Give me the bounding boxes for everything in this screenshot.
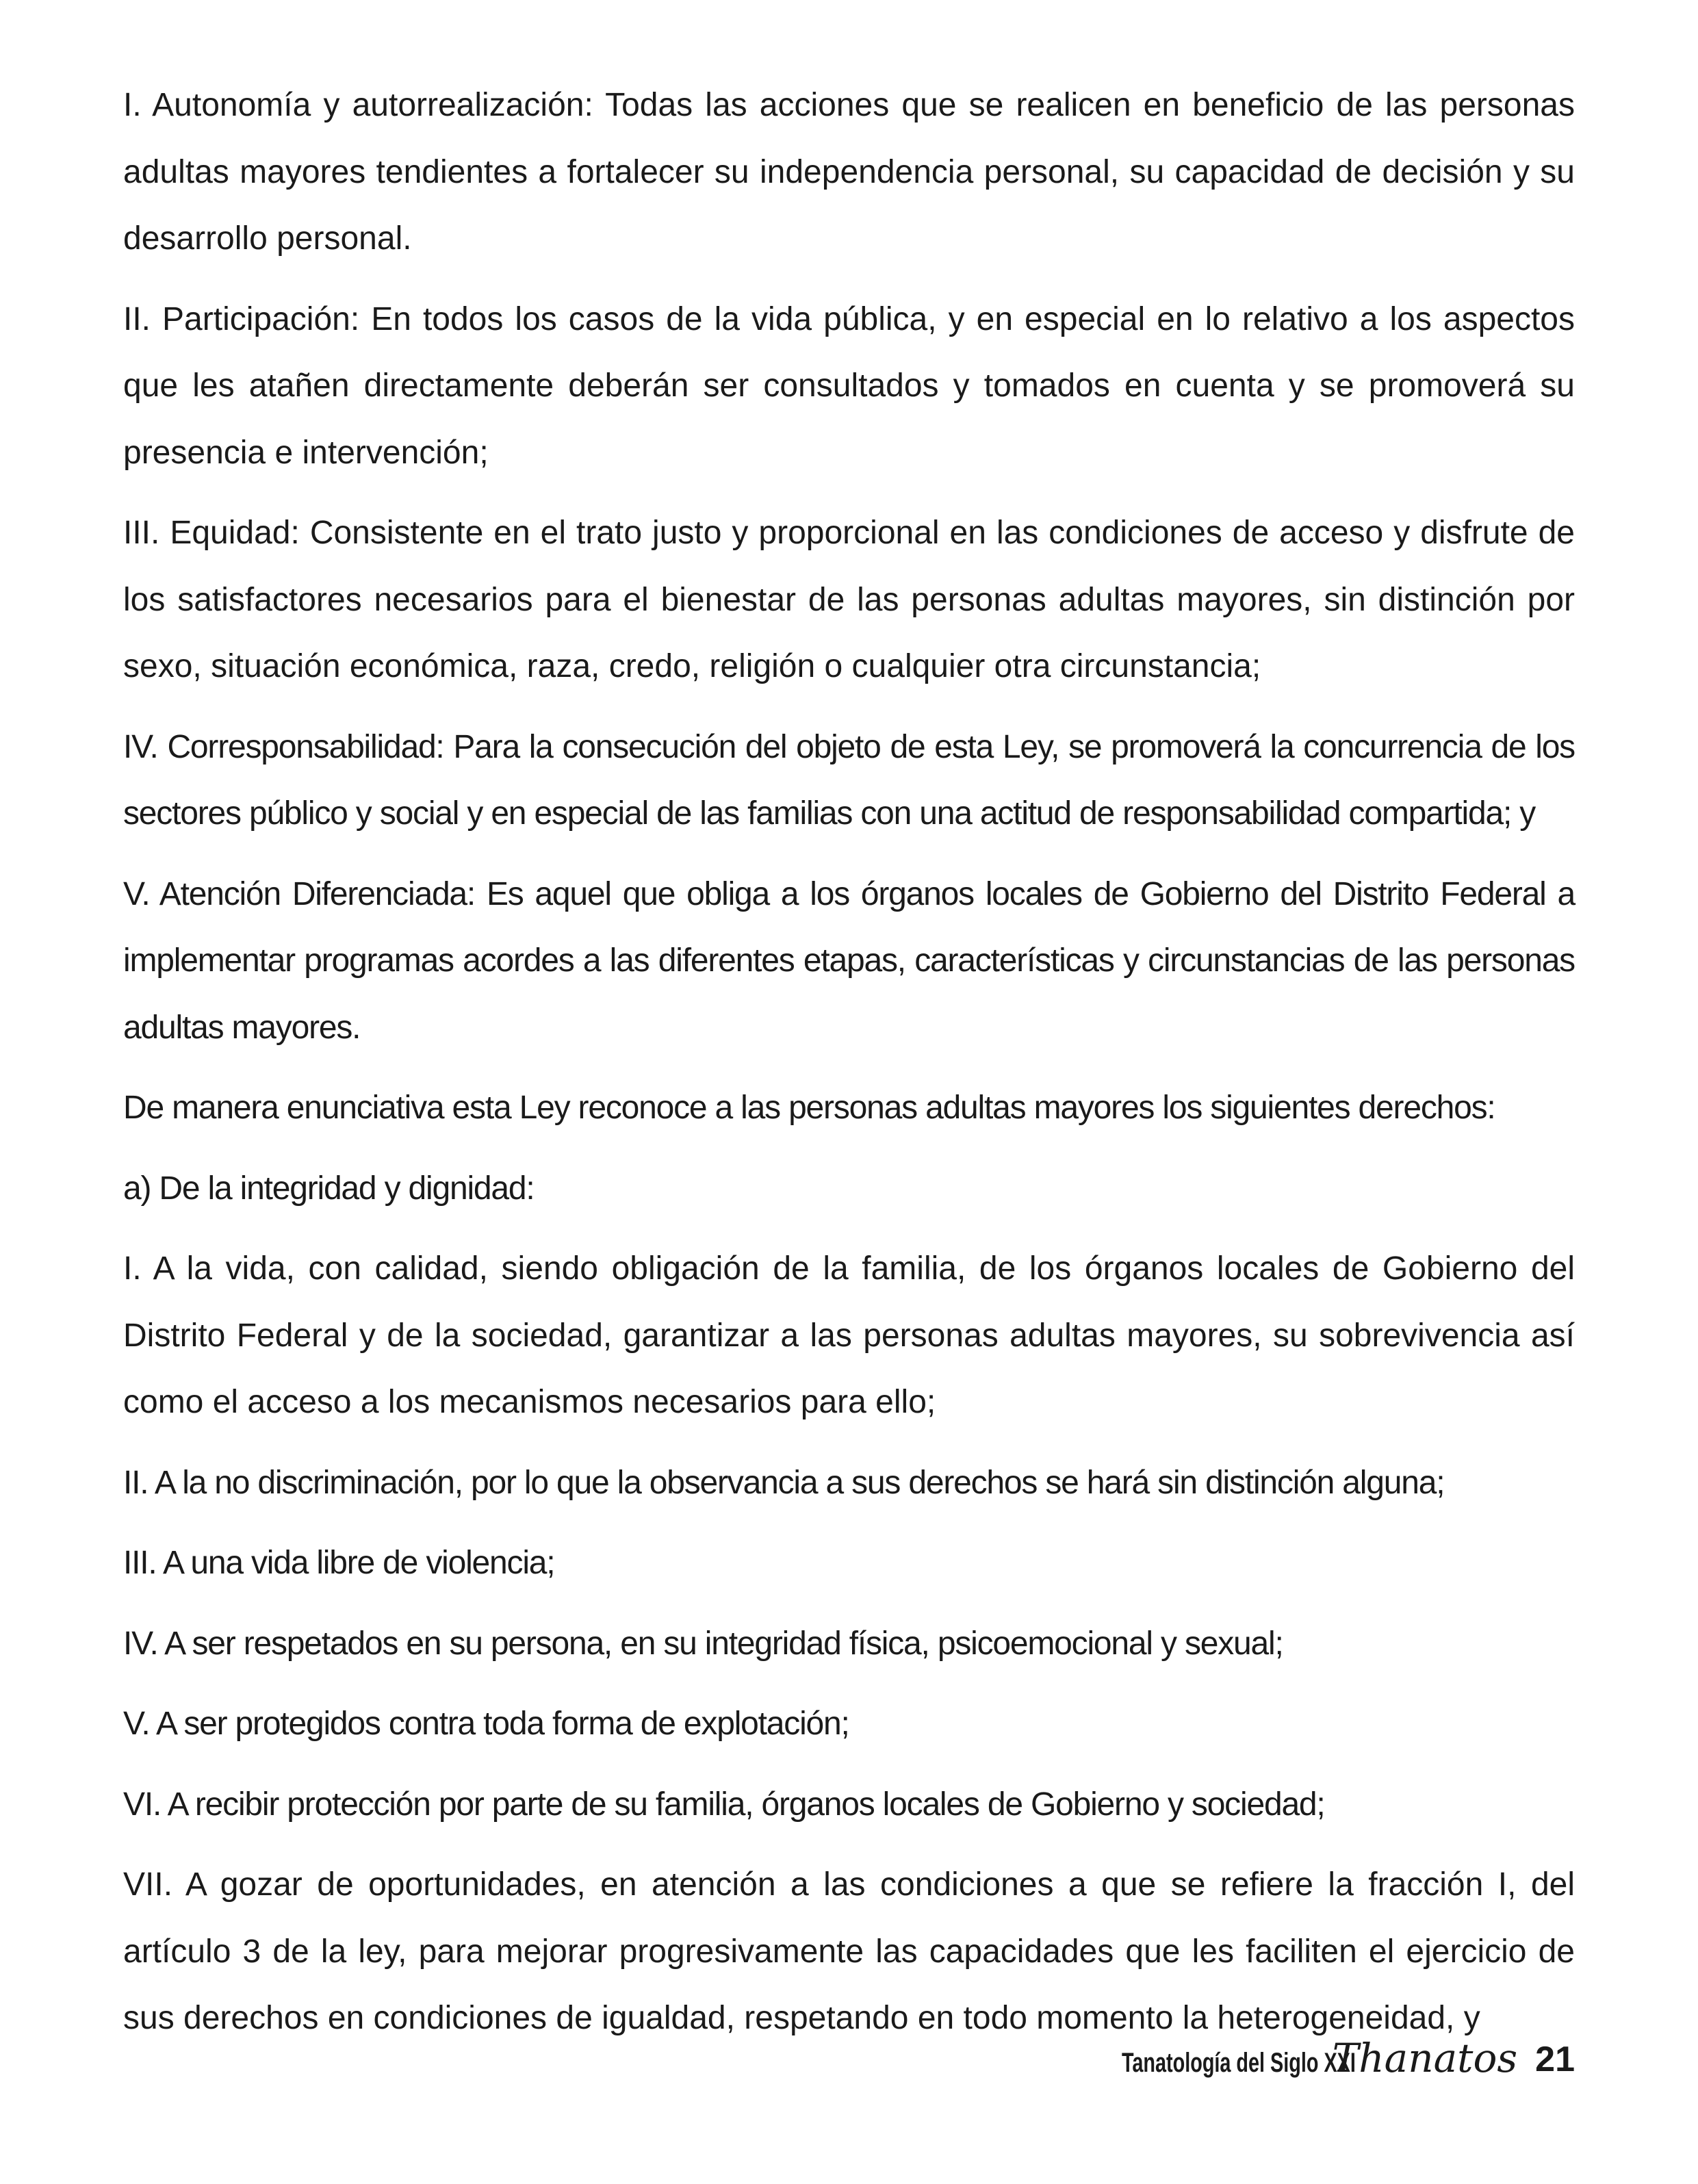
page-footer [1031, 2029, 1575, 2084]
page-number: 21 [1535, 2040, 1575, 2079]
paragraph-corresponsabilidad: IV. Corresponsabilidad: Para la consecución del objeto de esta Ley, se promoverá la concurrencia de los sectores público y social y en especial de las familias con una actitud de responsabilidad compartida; y [123, 728, 1575, 832]
paragraph-autonomia: I. Autonomía y autorrealización: Todas las acciones que se realicen en beneficio de las personas adultas mayores tendientes a fortalecer su independencia personal, su capacidad de decisión y su desarrollo personal. [123, 87, 1575, 257]
paragraph-integridad-heading: a) De la integridad y dignidad: [123, 1170, 535, 1207]
paragraph-libre-violencia: III. A una vida libre de violencia; [123, 1545, 555, 1581]
paragraph-oportunidades: VII. A gozar de oportunidades, en atención a las condiciones a que se refiere la fracción I, del artículo 3 de la ley, para mejorar progresivamente las capacidades que les faciliten el ejercicio de sus derechos en condiciones de igualdad, respetando en todo momento la heterogeneidad, y [123, 1866, 1575, 2036]
document-body [123, 72, 1575, 2066]
paragraph-proteccion-familia: VI. A recibir protección por parte de su familia, órganos locales de Gobierno y sociedad; [123, 1786, 1325, 1823]
paragraph-atencion-diferenciada: V. Atención Diferenciada: Es aquel que obliga a los órganos locales de Gobierno del Distrito Federal a implementar programas acordes a las diferentes etapas, características y circunstancias de las personas adultas mayores. [123, 875, 1575, 1046]
paragraph-derecho-vida: I. A la vida, con calidad, siendo obligación de la familia, de los órganos locales de Gobierno del Distrito Federal y de la sociedad, garantizar a las personas adultas mayores, su sobrevivencia así como el acceso a los mecanismos necesarios para ello; [123, 1250, 1575, 1420]
footer-publication-title: Tanatología del Siglo XXI [1121, 2048, 1356, 2078]
paragraph-equidad: III. Equidad: Consistente en el trato justo y proporcional en las condiciones de acceso y disfrute de los satisfactores necesarios para el bienestar de las personas adultas mayores, sin distinción por sexo, situación económica, raza, credo, religión o cualquier otra circunstancia; [123, 515, 1575, 684]
footer-brand-logo: Thanatos [1332, 2035, 1518, 2081]
paragraph-proteccion-explotacion: V. A ser protegidos contra toda forma de explotación; [123, 1706, 849, 1742]
paragraph-derechos-intro: De manera enunciativa esta Ley reconoce a las personas adultas mayores los siguientes derechos: [123, 1090, 1495, 1126]
paragraph-participacion: II. Participación: En todos los casos de la vida pública, y en especial en lo relativo a los aspectos que les atañen directamente deberán ser consultados y tomados en cuenta y se promoverá su presencia e intervención; [123, 300, 1575, 471]
paragraph-no-discriminacion: II. A la no discriminación, por lo que la observancia a sus derechos se hará sin distinción alguna; [123, 1464, 1445, 1501]
paragraph-respeto-persona: IV. A ser respetados en su persona, en su integridad física, psicoemocional y sexual; [123, 1625, 1283, 1662]
